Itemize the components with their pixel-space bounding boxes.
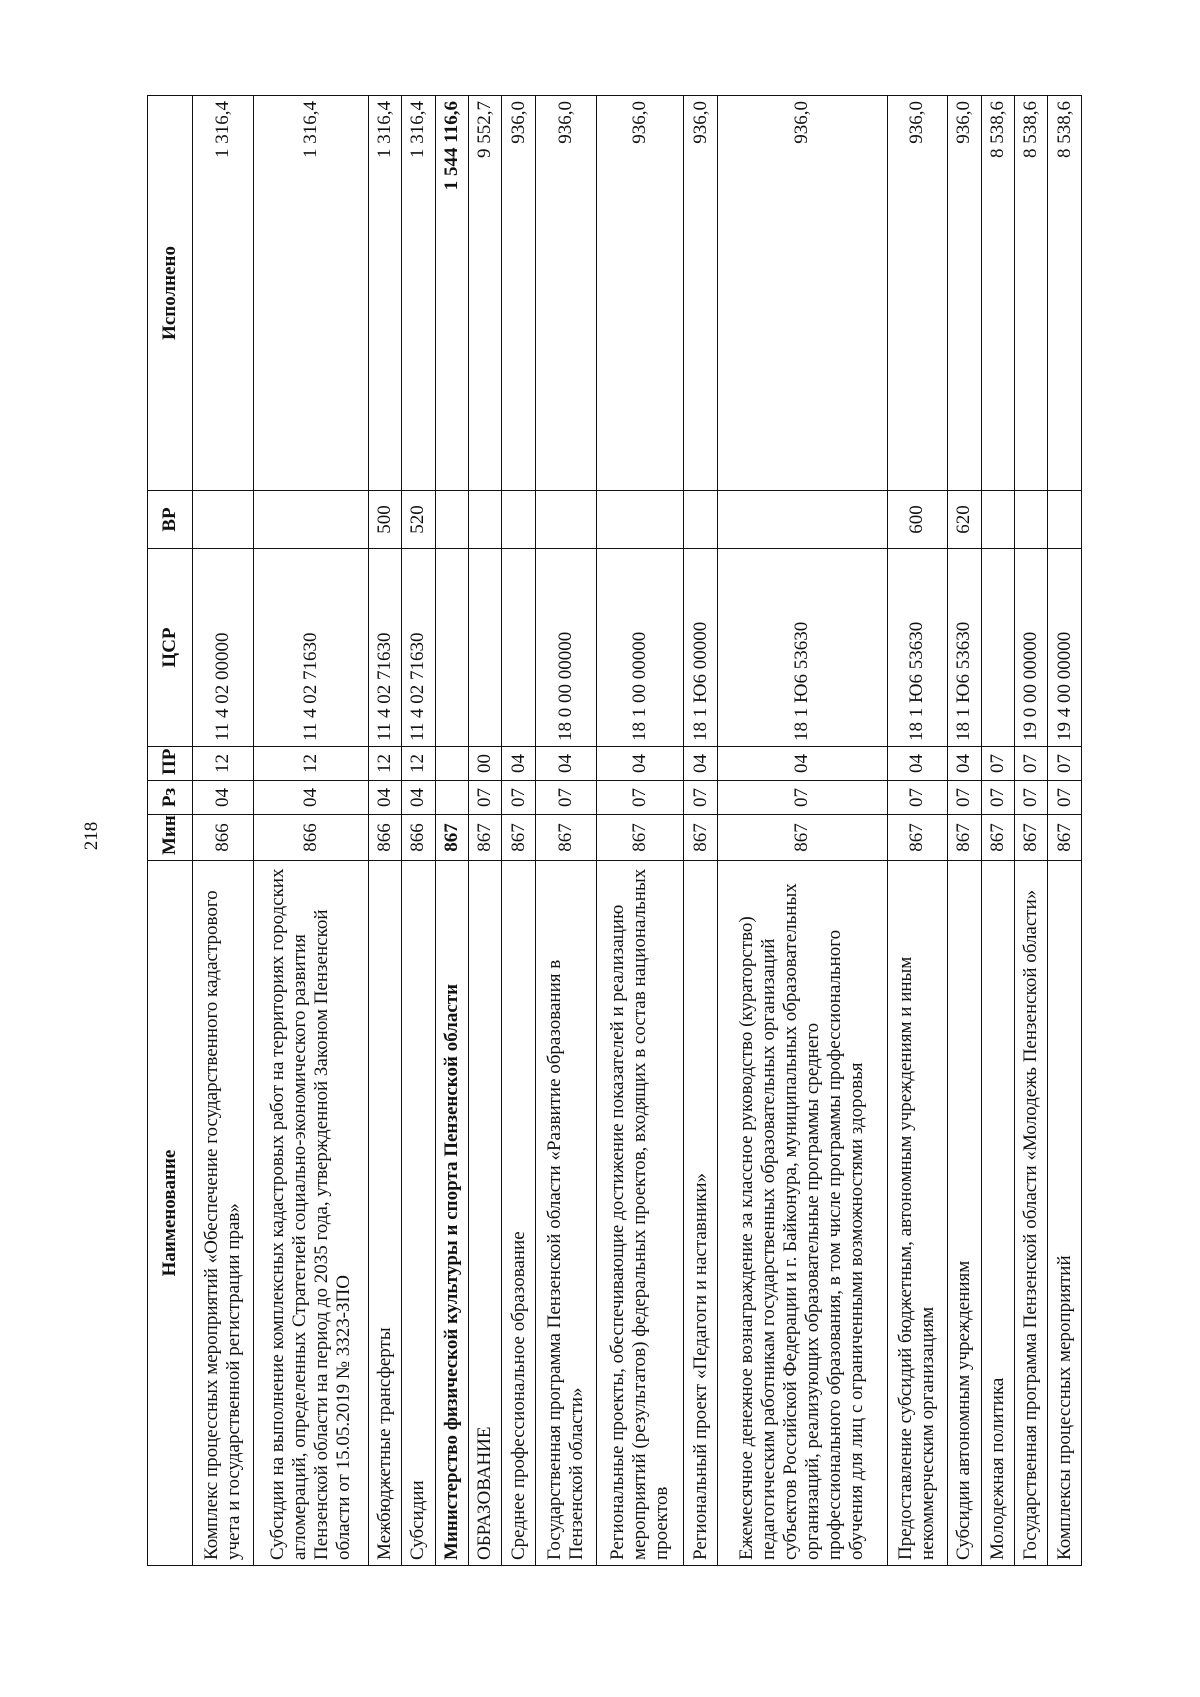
cell-min: 867 — [535, 815, 596, 861]
cell-min: 866 — [193, 815, 254, 861]
cell-vr — [469, 491, 502, 549]
cell-name: Субсидии на выполнение комплексных кадастровых работ на территориях городских агломераций, определенных Стратегией социально-экономического развития Пензенской области на период до 2035 года, утвержденной Законом Пензенской области от 15.05.2019 № 3323-ЗПО — [253, 861, 368, 1566]
cell-vr: 620 — [948, 491, 981, 549]
cell-csr: 19 0 00 00000 — [1015, 549, 1048, 747]
cell-vr — [502, 491, 535, 549]
cell-done: 9 552,7 — [469, 96, 502, 491]
cell-csr: 11 4 02 71630 — [402, 549, 435, 747]
cell-name: Субсидии — [402, 861, 435, 1566]
cell-pr: 04 — [948, 747, 981, 781]
cell-csr — [435, 549, 468, 747]
cell-min: 867 — [717, 815, 887, 861]
cell-pr: 04 — [502, 747, 535, 781]
table-row — [402, 96, 435, 1566]
cell-done: 1 316,4 — [193, 96, 254, 491]
cell-rz: 04 — [402, 781, 435, 815]
cell-name: Субсидии автономным учреждениям — [948, 861, 981, 1566]
header-min: Мин — [148, 815, 193, 861]
cell-rz: 07 — [596, 781, 684, 815]
cell-pr — [435, 747, 468, 781]
cell-name: Ежемесячное денежное вознаграждение за классное руководство (кураторство) педагогическим работникам государственных образовательных организаций субъектов Российской Федерации и г. Байконура, муниципальных образовательных организаций, реализующих образовательные программы среднего профессионального образования, в том числе программы профессионального обучения для лиц с ограниченными возможностями здоровья — [717, 861, 887, 1566]
cell-vr: 500 — [368, 491, 401, 549]
cell-pr: 04 — [887, 747, 948, 781]
header-name: Наименование — [148, 861, 193, 1566]
table-row — [193, 96, 254, 1566]
cell-pr: 04 — [717, 747, 887, 781]
cell-csr — [981, 549, 1014, 747]
cell-min: 866 — [253, 815, 368, 861]
table-row — [596, 96, 684, 1566]
cell-name: Молодежная политика — [981, 861, 1014, 1566]
table-row — [368, 96, 401, 1566]
cell-pr: 00 — [469, 747, 502, 781]
cell-vr — [684, 491, 717, 549]
cell-min: 867 — [684, 815, 717, 861]
header-rz: Рз — [148, 781, 193, 815]
cell-rz: 07 — [469, 781, 502, 815]
cell-pr: 04 — [684, 747, 717, 781]
table-row — [469, 96, 502, 1566]
cell-rz: 07 — [717, 781, 887, 815]
rotated-page-content — [147, 96, 1082, 1566]
cell-name: ОБРАЗОВАНИЕ — [469, 861, 502, 1566]
cell-pr: 12 — [368, 747, 401, 781]
cell-rz — [435, 781, 468, 815]
cell-csr: 18 0 00 00000 — [535, 549, 596, 747]
table-row — [887, 96, 948, 1566]
cell-name: Межбюджетные трансферты — [368, 861, 401, 1566]
cell-name: Среднее профессиональное образование — [502, 861, 535, 1566]
rotated-table-container — [147, 96, 1082, 1566]
cell-rz: 04 — [253, 781, 368, 815]
cell-vr — [596, 491, 684, 549]
budget-table — [147, 95, 1082, 1566]
cell-vr — [981, 491, 1014, 549]
cell-pr: 07 — [1048, 747, 1082, 781]
cell-csr — [469, 549, 502, 747]
cell-min: 867 — [435, 815, 468, 861]
cell-csr: 18 1 Ю6 53630 — [717, 549, 887, 747]
cell-done: 1 316,4 — [368, 96, 401, 491]
cell-csr: 11 4 02 71630 — [368, 549, 401, 747]
table-row — [502, 96, 535, 1566]
cell-rz: 07 — [1015, 781, 1048, 815]
cell-pr: 07 — [981, 747, 1014, 781]
cell-name: Государственная программа Пензенской области «Молодежь Пензенской области» — [1015, 861, 1048, 1566]
cell-rz: 04 — [193, 781, 254, 815]
cell-done: 936,0 — [502, 96, 535, 491]
cell-min: 867 — [469, 815, 502, 861]
table-row — [1048, 96, 1082, 1566]
cell-vr — [1015, 491, 1048, 549]
header-pr: ПР — [148, 747, 193, 781]
cell-csr: 19 4 00 00000 — [1048, 549, 1082, 747]
cell-pr: 07 — [1015, 747, 1048, 781]
cell-csr: 18 1 Ю6 53630 — [948, 549, 981, 747]
header-vr: ВР — [148, 491, 193, 549]
table-row — [435, 96, 468, 1566]
cell-rz: 07 — [948, 781, 981, 815]
table-row — [717, 96, 887, 1566]
table-row — [948, 96, 981, 1566]
cell-vr: 520 — [402, 491, 435, 549]
cell-done: 1 316,4 — [253, 96, 368, 491]
cell-min: 867 — [1048, 815, 1082, 861]
cell-rz: 07 — [502, 781, 535, 815]
cell-vr — [717, 491, 887, 549]
cell-min: 867 — [1015, 815, 1048, 861]
cell-min: 867 — [887, 815, 948, 861]
cell-min: 867 — [948, 815, 981, 861]
table-row — [535, 96, 596, 1566]
cell-rz: 07 — [887, 781, 948, 815]
cell-csr — [502, 549, 535, 747]
cell-name: Предоставление субсидий бюджетным, автономным учреждениям и иным некоммерческим организациям — [887, 861, 948, 1566]
cell-min: 866 — [402, 815, 435, 861]
cell-done: 936,0 — [535, 96, 596, 491]
cell-rz: 07 — [684, 781, 717, 815]
cell-done: 936,0 — [717, 96, 887, 491]
cell-done: 936,0 — [948, 96, 981, 491]
cell-pr: 04 — [535, 747, 596, 781]
header-csr: ЦСР — [148, 549, 193, 747]
cell-vr — [1048, 491, 1082, 549]
cell-pr: 12 — [402, 747, 435, 781]
cell-min: 866 — [368, 815, 401, 861]
table-header-row — [148, 96, 193, 1566]
table-body — [193, 96, 1082, 1566]
cell-min: 867 — [502, 815, 535, 861]
page-number: 218 — [81, 821, 102, 851]
cell-vr — [435, 491, 468, 549]
cell-min: 867 — [596, 815, 684, 861]
cell-name: Государственная программа Пензенской области «Развитие образования в Пензенской области» — [535, 861, 596, 1566]
table-row — [253, 96, 368, 1566]
cell-done: 8 538,6 — [1015, 96, 1048, 491]
cell-csr: 11 4 02 00000 — [193, 549, 254, 747]
cell-name: Региональные проекты, обеспечивающие достижение показателей и реализацию мероприятий (результатов) федеральных проектов, входящих в состав национальных проектов — [596, 861, 684, 1566]
table-row — [1015, 96, 1048, 1566]
cell-done: 936,0 — [887, 96, 948, 491]
cell-vr — [253, 491, 368, 549]
cell-min: 867 — [981, 815, 1014, 861]
cell-pr: 12 — [253, 747, 368, 781]
cell-name: Комплексы процессных мероприятий — [1048, 861, 1082, 1566]
cell-csr: 18 1 Ю6 00000 — [684, 549, 717, 747]
cell-csr: 11 4 02 71630 — [253, 549, 368, 747]
cell-done: 936,0 — [596, 96, 684, 491]
cell-done: 1 544 116,6 — [435, 96, 468, 491]
cell-done: 8 538,6 — [981, 96, 1014, 491]
cell-name: Министерство физической культуры и спорта Пензенской области — [435, 861, 468, 1566]
cell-vr — [193, 491, 254, 549]
cell-csr: 18 1 Ю6 53630 — [887, 549, 948, 747]
cell-pr: 04 — [596, 747, 684, 781]
cell-name: Комплекс процессных мероприятий «Обеспечение государственного кадастрового учета и государственной регистрации прав» — [193, 861, 254, 1566]
cell-rz: 07 — [1048, 781, 1082, 815]
cell-vr: 600 — [887, 491, 948, 549]
cell-pr: 12 — [193, 747, 254, 781]
table-row — [981, 96, 1014, 1566]
cell-rz: 07 — [535, 781, 596, 815]
cell-name: Региональный проект «Педагоги и наставники» — [684, 861, 717, 1566]
cell-rz: 07 — [981, 781, 1014, 815]
cell-vr — [535, 491, 596, 549]
cell-done: 936,0 — [684, 96, 717, 491]
cell-rz: 04 — [368, 781, 401, 815]
cell-done: 1 316,4 — [402, 96, 435, 491]
cell-csr: 18 1 00 00000 — [596, 549, 684, 747]
header-done: Исполнено — [148, 96, 193, 491]
cell-done: 8 538,6 — [1048, 96, 1082, 491]
table-row — [684, 96, 717, 1566]
